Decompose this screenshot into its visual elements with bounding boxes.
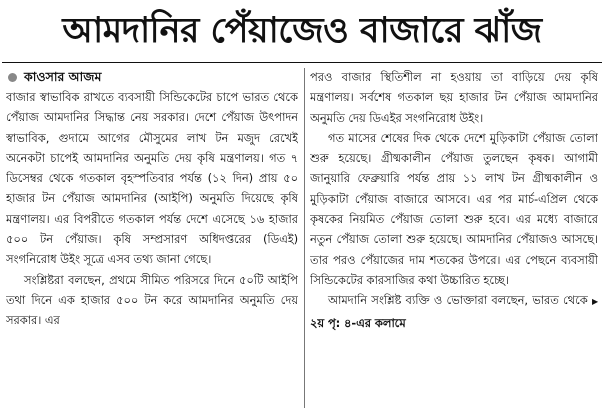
paragraph: বাজার স্বাভাবিক রাখতে ব্যবসায়ী সিন্ডিকেটের চাপে ভারত থেকে পেঁয়াজ আমদানির সিদ্ধান্ত নেয় সরকার। দেশে পেঁয়াজ উৎপাদন স্বাভাবিক, গুদামে আগের মৌসুমের লাখ টন মজুদ রেখেই অনেকটা চাপেই আমদানির অনুমতি দেয় কৃষি মন্ত্রণালয়। গত ৭ ডিসেম্বর থেকে গতকাল বৃহস্পতিবার পর্যন্ত (১২ দিন) প্রায় ৫০ হাজার টন পেঁয়াজ আমদানির (আইপি) অনুমতি দিয়েছে কৃষি মন্ত্রণালয়। এর বিপরীতে গতকাল পর্যন্ত দেশে এসেছে ১৬ হাজার ৫০০ টন পেঁয়াজ। কৃষি সম্প্রসারণ অধিদপ্তরের (ডিএই) সংগনিরোধ উইং সূত্রে এসব তথ্য জানা গেছে। xyxy=(6,90,298,267)
continuation-label: ২য় পৃ: ৪-এর কলামে xyxy=(310,315,406,330)
paragraph: সংশ্লিষ্টরা বলছেন, প্রথমে সীমিত পরিসরে দিনে ৫০টি আইপি তথা দিনে এক হাজার ৫০০ টন করে আমদানির অনুমতি দেয় সরকার। এর xyxy=(6,272,298,328)
paragraph: গত মাসের শেষের দিক থেকে দেশে মুড়িকাটা পেঁয়াজ তোলা শুরু হয়েছে। গ্রীষ্মকালীন পেঁয়াজ তুলছেন কৃষক। আগামী জানুয়ারি ফেব্রুয়ারি পর্যন্ত প্রায় ১১ লাখ টন গ্রীষ্মকালীন ও মুড়িকাটা পেঁয়াজ বাজারে আসবে। এর পর মার্চ-এপ্রিল থেকে কৃষকের নিয়মিত পেঁয়াজ তোলা শুরু হবে। এর মধ্যে বাজারে নতুন পেঁয়াজ তোলা শুরু হয়েছে। আমদানির পেঁয়াজও আসছে। তার পরও পেঁয়াজের দাম শতকের উপরে। এর পেছনে ব্যবসায়ী সিন্ডিকেটের কারসাজির কথা উচ্চারিত হচ্ছে। xyxy=(310,130,598,287)
article-column-left xyxy=(6,87,298,407)
article-headline: আমদানির পেঁয়াজেও বাজারে ঝাঁজ xyxy=(62,11,542,51)
play-arrow-icon: ▶ xyxy=(591,297,598,307)
paragraph: পরও বাজার স্থিতিশীল না হওয়ায় তা বাড়িয়ে দেয় কৃষি মন্ত্রণালয়। সর্বশেষ গতকাল ছয় হাজার টন পেঁয়াজ আমদানির অনুমতি দেয় ডিএইর সংগনিরোধ উইং। xyxy=(310,70,598,125)
column-divider xyxy=(304,68,305,408)
paragraph-with-continuation xyxy=(310,290,598,333)
article-column-right xyxy=(310,67,598,407)
paragraph: আমদানি সংশ্লিষ্ট ব্যক্তি ও ভোক্তারা বলছেন, ভারত থেকে xyxy=(328,293,588,308)
byline-bullet-icon xyxy=(8,73,17,82)
byline-author: কাওসার আজম xyxy=(24,69,102,84)
byline xyxy=(8,68,101,86)
headline-rule xyxy=(2,62,602,63)
